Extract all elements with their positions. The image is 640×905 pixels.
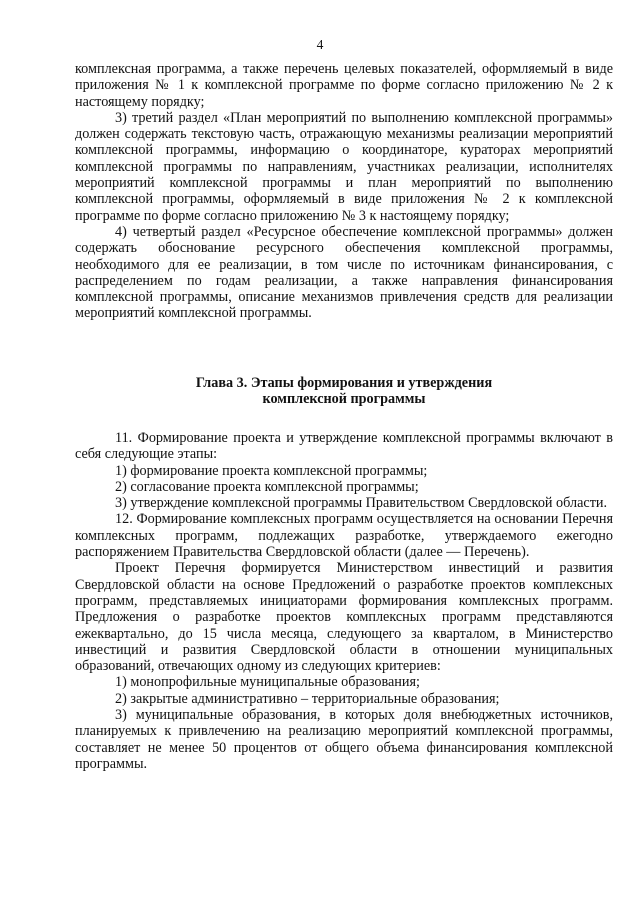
list-item: 1) монопрофильные муниципальные образования; (115, 674, 420, 691)
list-item: 1) формирование проекта комплексной программы; (115, 462, 428, 479)
list-item: 3) муниципальные образования, в которых доля внебюджетных источников, планируемых к привлечению на реализацию мероприятий комплексной программы, составляет не менее 50 процентов от общего объема финансирования комплексной программы. (75, 707, 613, 772)
paragraph: 3) третий раздел «План мероприятий по выполнению комплексной программы» должен содержать текстовую часть, отражающую механизмы реализации мероприятий комплексной программы, информацию о координаторе, кураторах мероприятий комплексной программы по направлениям, участниках реализации, исполнителях мероприятий комплексной программы и план мероприятий по выполнению комплексной программы, оформляемый в виде приложения № 2 к комплексной программе по форме согласно приложению № 3 к настоящему порядку; (75, 109, 613, 224)
chapter-title-line1: Глава 3. Этапы формирования и утверждения (195, 375, 493, 391)
list-item: 3) утверждение комплексной программы Правительством Свердловской области. (115, 495, 608, 512)
paragraph: 12. Формирование комплексных программ осуществляется на основании Перечня комплексных программ, подлежащих разработке, утверждаемого ежегодно распоряжением Правительства Свердловской области (далее — Перечень). (75, 511, 613, 561)
section-top (75, 61, 613, 322)
paragraph: 11. Формирование проекта и утверждение комплексной программы включают в себя следующие этапы: (75, 430, 613, 463)
paragraph: Проект Перечня формируется Министерством инвестиций и развития Свердловской области на основе Предложений о разработке проектов комплексных программ, представляемых инициаторами формирования комплексных программ. Предложения о разработке проектов комплексных программ представляются ежеквартально, до 15 числа месяца, следующего за кварталом, в Министерство инвестиций и развития Свердловской области в отношении муниципальных образований, отвечающих одному из следующих критериев: (75, 560, 613, 675)
chapter-heading (75, 375, 613, 408)
page-number: 4 (316, 37, 324, 52)
chapter-title-line2: комплексной программы (262, 391, 426, 408)
paragraph: 4) четвертый раздел «Ресурсное обеспечение комплексной программы» должен содержать обоснование ресурсного обеспечения комплексной программы, необходимого для ее реализации, в том числе по источникам финансирования, с распределением по годам реализации, а также направления финансирования комплексной программы, описание механизмов привлечения средств для реализации мероприятий комплексной программы. (75, 223, 613, 322)
list-item: 2) закрытые административно – территориальные образования; (115, 690, 500, 707)
paragraph: комплексная программа, а также перечень целевых показателей, оформляемый в виде приложения № 1 к комплексной программе по форме согласно приложению № 2 к настоящему порядку; (75, 61, 613, 110)
section-bottom (75, 430, 613, 772)
list-item: 2) согласование проекта комплексной программы; (115, 478, 419, 495)
